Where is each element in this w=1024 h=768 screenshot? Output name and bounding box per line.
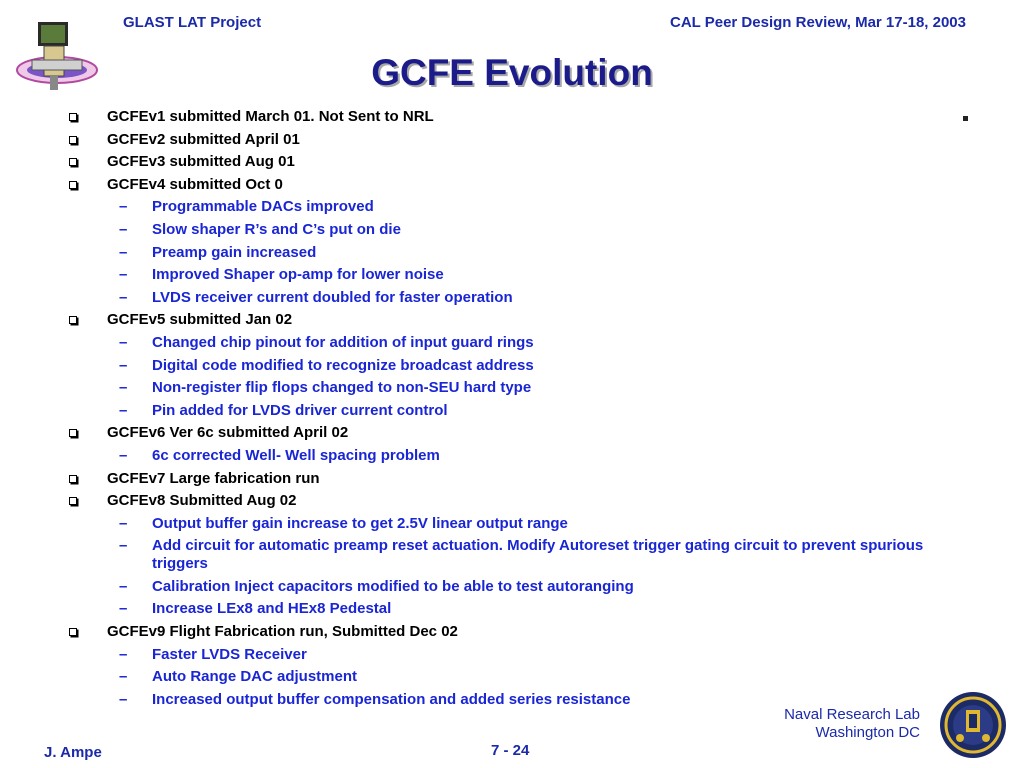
dash-bullet: – [119, 288, 128, 306]
list-item [0, 491, 1024, 514]
list-item-text: Increase LEx8 and HEx8 Pedestal [152, 600, 392, 618]
dash-bullet: – [119, 446, 128, 464]
header-review-info: CAL Peer Design Review, Mar 17-18, 2003 [670, 14, 966, 31]
square-bullet-icon [69, 136, 77, 144]
dash-bullet: – [119, 220, 128, 238]
list-item-text: GCFEv7 Large fabrication run [107, 469, 320, 487]
square-bullet-icon [69, 497, 77, 505]
header-project-name: GLAST LAT Project [123, 14, 262, 31]
list-item [0, 469, 1024, 492]
sub-list-item [0, 378, 1024, 401]
sub-list-item [0, 577, 1024, 600]
square-bullet-icon [69, 181, 77, 189]
dash-bullet: – [119, 333, 128, 351]
footer-page-number: 7 - 24 [491, 742, 530, 759]
list-item-text: Pin added for LVDS driver current control [152, 401, 448, 419]
list-item-text: GCFEv3 submitted Aug 01 [107, 153, 295, 171]
sub-list-item [0, 599, 1024, 622]
slide-title: GCFE Evolution [371, 52, 653, 93]
square-bullet-icon [69, 475, 77, 483]
list-item-text: Preamp gain increased [152, 243, 317, 261]
list-item-text: Calibration Inject capacitors modified to be able to test autoranging [152, 577, 634, 595]
list-item-text: Slow shaper R’s and C’s put on die [152, 220, 401, 238]
nrl-seal-logo [938, 690, 1008, 760]
sub-list-item [0, 356, 1024, 379]
list-item [0, 130, 1024, 153]
sub-list-item [0, 288, 1024, 311]
list-item-text: GCFEv6 Ver 6c submitted April 02 [107, 424, 349, 442]
list-item-text: GCFEv2 submitted April 01 [107, 130, 300, 148]
square-bullet-icon [69, 628, 77, 636]
dash-bullet: – [119, 577, 128, 595]
list-item [0, 622, 1024, 645]
list-item [0, 310, 1024, 333]
square-bullet-icon [69, 158, 77, 166]
dash-bullet: – [119, 379, 128, 397]
list-item-text: Improved Shaper op-amp for lower noise [152, 266, 444, 284]
square-bullet-icon [69, 113, 77, 121]
sub-list-item [0, 446, 1024, 469]
dash-bullet: – [119, 537, 128, 555]
sub-list-item [0, 667, 1024, 690]
list-item-text: GCFEv1 submitted March 01. Not Sent to NRL [107, 108, 434, 125]
list-item-text: Non-register flip flops changed to non-SEU hard type [152, 379, 532, 397]
list-item-text: Output buffer gain increase to get 2.5V linear output range [152, 514, 568, 532]
dash-bullet: – [119, 198, 128, 216]
sub-list-item [0, 243, 1024, 266]
list-item-text: Programmable DACs improved [152, 198, 374, 216]
list-item-text: 6c corrected Well- Well spacing problem [152, 446, 440, 464]
list-item [0, 107, 1024, 130]
dash-bullet: – [119, 514, 128, 532]
list-item [0, 152, 1024, 175]
dash-bullet: – [119, 401, 128, 419]
list-item-text: Changed chip pinout for addition of input guard rings [152, 333, 534, 351]
list-item-text: GCFEv9 Flight Fabrication run, Submitted Dec 02 [107, 623, 458, 641]
dash-bullet: – [119, 690, 128, 708]
list-item-text: Faster LVDS Receiver [152, 645, 307, 663]
dash-bullet: – [119, 600, 128, 618]
footer-lab-line2: Washington DC [815, 724, 920, 741]
square-bullet-icon [69, 316, 77, 324]
list-item-text: Auto Range DAC adjustment [152, 668, 358, 686]
list-item-text: GCFEv8 Submitted Aug 02 [107, 492, 297, 510]
list-item [0, 175, 1024, 198]
list-item-text: LVDS receiver current doubled for faster operation [152, 288, 513, 306]
footer-lab [784, 706, 920, 742]
sub-list-item [0, 265, 1024, 288]
sub-list-item [0, 514, 1024, 537]
dash-bullet: – [119, 243, 128, 261]
dash-bullet: – [119, 668, 128, 686]
sub-list-item [0, 536, 1024, 577]
square-bullet-icon [69, 429, 77, 437]
bullet-list [0, 107, 1024, 712]
list-item-text: Increased output buffer compensation and added series resistance [152, 690, 631, 708]
footer-lab-line1: Naval Research Lab [784, 706, 920, 723]
sub-list-item [0, 220, 1024, 243]
list-item-text: GCFEv5 submitted Jan 02 [107, 311, 293, 329]
sub-list-item [0, 197, 1024, 220]
dash-bullet: – [119, 356, 128, 374]
list-item-text: GCFEv4 submitted Oct 0 [107, 175, 283, 193]
dash-bullet: – [119, 645, 128, 663]
sub-list-item [0, 401, 1024, 424]
footer-author: J. Ampe [44, 744, 102, 761]
list-item [0, 423, 1024, 446]
sub-list-item [0, 333, 1024, 356]
list-item-text: Digital code modified to recognize broadcast address [152, 356, 534, 374]
list-item-text: Add circuit for automatic preamp reset actuation. Modify Autoreset trigger gating circuit to prevent spurious triggers [152, 537, 924, 573]
sub-list-item [0, 645, 1024, 668]
dash-bullet: – [119, 266, 128, 284]
